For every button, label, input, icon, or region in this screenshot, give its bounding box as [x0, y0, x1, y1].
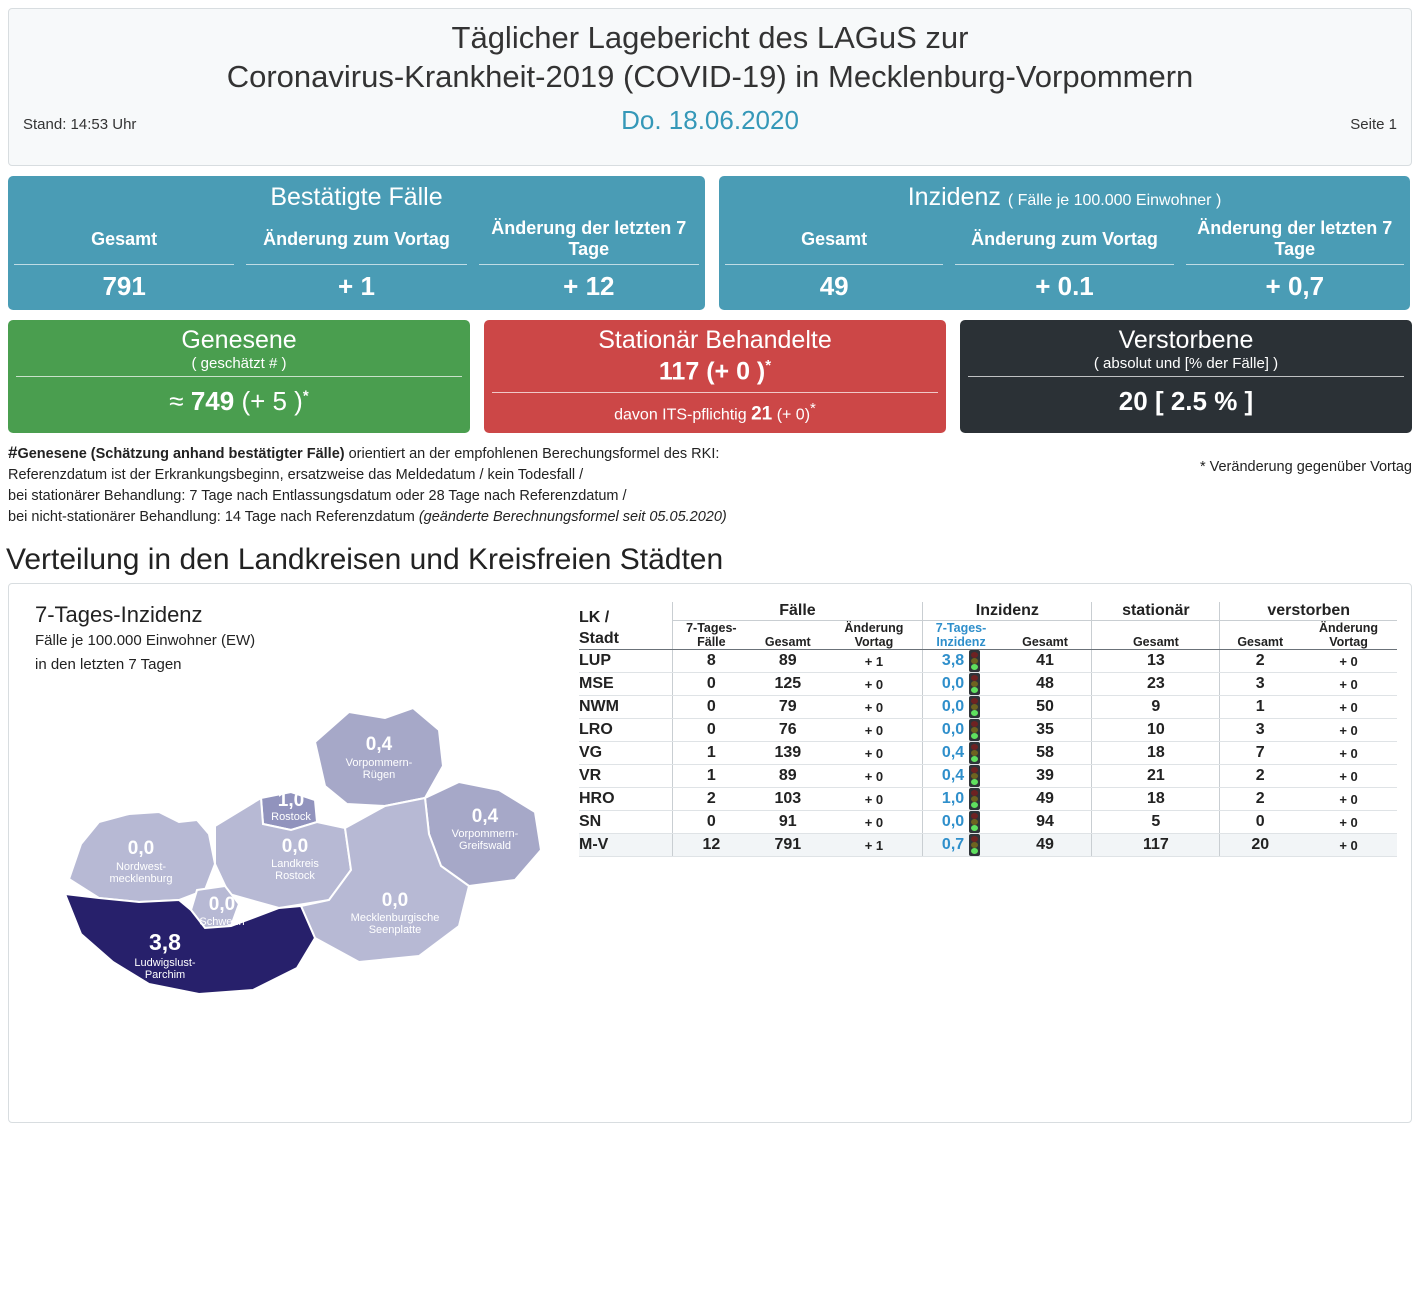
cell-hospital-total: 5	[1092, 811, 1220, 834]
svg-text:Vorpommern-: Vorpommern-	[451, 827, 519, 840]
cell-hospital-total: 18	[1092, 742, 1220, 765]
cell-cases-change: + 0	[825, 765, 922, 788]
kpi-icu-label: davon ITS-pflichtig	[614, 406, 747, 424]
table-group-header-row	[579, 602, 1397, 621]
table-subheader-row	[579, 620, 1397, 650]
districts-table	[579, 602, 1397, 858]
kpi-confirmed-total-label: Gesamt	[91, 228, 158, 249]
table-head	[579, 602, 1397, 650]
page-number: Seite 1	[1350, 115, 1397, 133]
cell-7day-incidence	[923, 765, 999, 788]
table-row	[579, 811, 1397, 834]
map-region-ludwigslust-parchim[interactable]	[65, 894, 315, 994]
cell-7day-incidence-value: 0,7	[941, 836, 965, 854]
cell-cases-change: + 0	[825, 673, 922, 696]
kpi-recovered-title: Genesene	[181, 326, 297, 354]
cell-hospital-total: 23	[1092, 673, 1220, 696]
kpi-row-top	[8, 176, 1412, 310]
cell-deaths-total: 3	[1220, 673, 1300, 696]
kpi-icu-delta: (+ 0)	[776, 406, 811, 424]
cell-hospital-total: 18	[1092, 788, 1220, 811]
kpi-incidence-daily	[949, 216, 1179, 310]
cell-deaths-change: + 0	[1300, 673, 1397, 696]
cell-district-name: MSE	[579, 673, 672, 696]
cell-deaths-total: 1	[1220, 696, 1300, 719]
kpi-incidence-columns	[719, 216, 1410, 310]
kpi-incidence-weekly-label: Änderung der letzten 7 Tage	[1197, 218, 1393, 259]
divider	[16, 376, 462, 377]
cell-cases-total: 125	[750, 673, 825, 696]
footnote-line-4	[8, 507, 908, 528]
mv-choropleth-map	[29, 694, 559, 1024]
cell-hospital-total: 9	[1092, 696, 1220, 719]
cell-7day-incidence	[923, 719, 999, 742]
map-subtitle-2: in den letzten 7 Tagen	[35, 656, 182, 674]
kpi-recovered-approx: ≈	[169, 386, 184, 416]
map-subtitle-1: Fälle je 100.000 Einwohner (EW)	[35, 631, 256, 649]
cell-7day-cases: 2	[672, 788, 750, 811]
cell-district-name: NWM	[579, 696, 672, 719]
cell-cases-total: 91	[750, 811, 825, 834]
cell-7day-incidence	[923, 834, 999, 857]
group-header-verstorben: verstorben	[1220, 602, 1397, 621]
cell-7day-cases: 1	[672, 765, 750, 788]
cell-incidence-total: 49	[999, 788, 1092, 811]
cell-incidence-total: 94	[999, 811, 1092, 834]
svg-text:Ludwigslust-: Ludwigslust-	[134, 956, 196, 969]
kpi-recovered-delta: (+ 5 )	[241, 386, 303, 416]
cell-deaths-total: 20	[1220, 834, 1300, 857]
table-row	[579, 765, 1397, 788]
cell-deaths-total: 3	[1220, 719, 1300, 742]
cell-deaths-total: 2	[1220, 788, 1300, 811]
districts-table-area	[575, 584, 1411, 1122]
svg-text:Rostock: Rostock	[275, 869, 315, 882]
col-header-district	[579, 602, 672, 650]
cell-incidence-total: 35	[999, 719, 1092, 742]
footnote-line-4-plain: bei nicht-stationärer Behandlung: 14 Tage nach Referenzdatum	[8, 509, 419, 526]
cell-cases-change: + 0	[825, 742, 922, 765]
kpi-confirmed-total	[8, 216, 240, 310]
cell-7day-incidence-value: 0,4	[941, 767, 965, 785]
col-header-district-line2: Stadt	[579, 629, 619, 647]
cell-cases-total: 791	[750, 834, 825, 857]
cell-7day-incidence	[923, 673, 999, 696]
cell-hospital-total: 117	[1092, 834, 1220, 857]
cell-7day-cases: 0	[672, 719, 750, 742]
cell-cases-total: 139	[750, 742, 825, 765]
kpi-icu-value: 21	[751, 403, 773, 425]
kpi-confirmed-title: Bestätigte Fälle	[270, 183, 443, 211]
report-header	[8, 8, 1412, 166]
kpi-recovered-number: 749	[190, 386, 235, 416]
group-header-inzidenz: Inzidenz	[923, 602, 1092, 621]
cell-district-name: SN	[579, 811, 672, 834]
svg-text:mecklenburg: mecklenburg	[109, 872, 173, 885]
group-header-stationaer: stationär	[1092, 602, 1220, 621]
col-header-7day-cases: 7-Tages-Fälle	[672, 620, 750, 650]
col-header-deaths-change: Änderung Vortag	[1300, 620, 1397, 650]
kpi-recovered	[8, 320, 470, 433]
traffic-light-icon	[969, 673, 980, 695]
table-row	[579, 673, 1397, 696]
cell-deaths-change: + 0	[1300, 811, 1397, 834]
kpi-incidence-daily-label: Änderung zum Vortag	[971, 228, 1158, 249]
kpi-deaths-value	[960, 379, 1412, 426]
kpi-hospitalized-delta: (+ 0 )	[706, 357, 766, 386]
cell-district-name: LUP	[579, 650, 672, 673]
kpi-incidence	[719, 176, 1410, 310]
cell-cases-change: + 1	[825, 834, 922, 857]
cell-7day-incidence	[923, 696, 999, 719]
kpi-confirmed-daily-label: Änderung zum Vortag	[263, 228, 450, 249]
kpi-confirmed-cases	[8, 176, 705, 310]
footnote-line-1-bold: Genesene (Schätzung anhand bestätigter Fälle)	[17, 445, 345, 462]
kpi-confirmed-total-value: 791	[102, 271, 146, 301]
svg-text:3,8: 3,8	[149, 928, 181, 955]
traffic-light-icon	[969, 650, 980, 672]
group-header-faelle: Fälle	[672, 602, 923, 621]
kpi-deaths-number: 20	[1118, 386, 1148, 416]
svg-text:Nordwest-: Nordwest-	[115, 860, 167, 873]
cell-deaths-change: + 0	[1300, 788, 1397, 811]
traffic-light-icon	[969, 811, 980, 833]
col-header-incidence-total: Gesamt	[999, 620, 1092, 650]
svg-text:0,4: 0,4	[471, 805, 499, 827]
cell-deaths-change: + 0	[1300, 834, 1397, 857]
kpi-deaths-sub: ( absolut und [% der Fälle] )	[1093, 355, 1279, 372]
footnote-line-1-rest: orientiert an der empfohlenen Berechungsformel des RKI:	[344, 445, 720, 462]
cell-district-name: VG	[579, 742, 672, 765]
divider	[492, 392, 938, 393]
table-row	[579, 650, 1397, 673]
col-header-deaths-total: Gesamt	[1220, 620, 1300, 650]
cell-7day-incidence-value: 1,0	[941, 790, 965, 808]
kpi-confirmed-weekly-value: + 12	[563, 271, 615, 301]
cell-7day-incidence-value: 0,0	[941, 813, 965, 831]
map-area	[9, 584, 575, 1122]
cell-cases-total: 76	[750, 719, 825, 742]
report-date: Do. 18.06.2020	[621, 104, 799, 135]
kpi-incidence-title-sub: ( Fälle je 100.000 Einwohner )	[1007, 192, 1222, 209]
kpi-deaths-title: Verstorbene	[1118, 326, 1254, 354]
cell-deaths-change: + 0	[1300, 719, 1397, 742]
cell-7day-incidence-value: 0,0	[941, 721, 965, 739]
kpi-confirmed-weekly-label: Änderung der letzten 7 Tage	[491, 218, 687, 259]
col-header-hospital-total: Gesamt	[1092, 620, 1220, 650]
kpi-icu	[484, 395, 946, 432]
cell-district-name: HRO	[579, 788, 672, 811]
kpi-recovered-star: *	[302, 387, 309, 405]
cell-7day-cases: 1	[672, 742, 750, 765]
districts-panel	[8, 583, 1412, 1123]
cell-cases-change: + 1	[825, 650, 922, 673]
kpi-incidence-weekly	[1180, 216, 1410, 310]
table-row	[579, 719, 1397, 742]
cell-incidence-total: 39	[999, 765, 1092, 788]
kpi-hospitalized-title: Stationär Behandelte	[598, 326, 832, 354]
table-row	[579, 696, 1397, 719]
col-header-district-line1: LK /	[579, 608, 610, 626]
cell-district-name: VR	[579, 765, 672, 788]
cell-7day-cases: 8	[672, 650, 750, 673]
kpi-row-bottom	[8, 320, 1412, 433]
cell-7day-cases: 0	[672, 673, 750, 696]
cell-cases-change: + 0	[825, 696, 922, 719]
svg-text:Rügen: Rügen	[362, 768, 396, 781]
cell-7day-incidence-value: 3,8	[941, 652, 965, 670]
cell-7day-cases: 12	[672, 834, 750, 857]
report-page	[0, 8, 1420, 1310]
cell-district-name: M-V	[579, 834, 672, 857]
footnote-line-2: Referenzdatum ist der Erkrankungsbeginn, ersatzweise das Meldedatum / kein Todesfall /	[8, 467, 584, 484]
cell-incidence-total: 48	[999, 673, 1092, 696]
cell-cases-change: + 0	[825, 811, 922, 834]
kpi-incidence-total	[719, 216, 949, 310]
kpi-incidence-title	[719, 176, 1410, 212]
cell-cases-total: 79	[750, 696, 825, 719]
kpi-confirmed-daily	[240, 216, 472, 310]
svg-text:0,4: 0,4	[365, 733, 393, 755]
kpi-incidence-total-value: 49	[819, 271, 849, 301]
kpi-hospitalized-star: *	[765, 357, 772, 374]
svg-text:0,0: 0,0	[381, 889, 409, 911]
cell-incidence-total: 49	[999, 834, 1092, 857]
kpi-confirmed-columns	[8, 216, 705, 310]
cell-hospital-total: 21	[1092, 765, 1220, 788]
footnote-recovered	[8, 441, 908, 529]
cell-cases-change: + 0	[825, 719, 922, 742]
svg-text:Rostock: Rostock	[271, 810, 311, 823]
footnote-star-text: Veränderung gegenüber Vortag	[1209, 458, 1412, 475]
cell-deaths-total: 0	[1220, 811, 1300, 834]
svg-text:Vorpommern-: Vorpommern-	[345, 756, 413, 769]
footnote-marker: #	[8, 442, 18, 462]
traffic-light-icon	[969, 742, 980, 764]
svg-text:0,0: 0,0	[208, 893, 236, 915]
cell-7day-incidence-value: 0,0	[941, 698, 965, 716]
cell-incidence-total: 41	[999, 650, 1092, 673]
cell-7day-incidence-value: 0,0	[941, 675, 965, 693]
title-line-2: Coronavirus-Krankheit-2019 (COVID-19) in Mecklenburg-Vorpommern	[226, 58, 1194, 94]
cell-7day-cases: 0	[672, 811, 750, 834]
cell-hospital-total: 10	[1092, 719, 1220, 742]
table-row	[579, 788, 1397, 811]
footnote-line-4-italic: (geänderte Berechnungsformel seit 05.05.2020)	[418, 509, 727, 526]
traffic-light-icon	[969, 719, 980, 741]
footnote-line-3: bei stationärer Behandlung: 7 Tage nach Entlassungsdatum oder 28 Tage nach Referenzdatum /	[8, 488, 627, 505]
traffic-light-icon	[969, 696, 980, 718]
kpi-deaths-percent: [ 2.5 % ]	[1154, 386, 1254, 416]
kpi-deaths	[960, 320, 1412, 433]
table-body	[579, 650, 1397, 857]
col-header-7day-incidence: 7-Tages- Inzidenz	[923, 620, 999, 650]
svg-text:Parchim: Parchim	[144, 968, 186, 981]
svg-text:Seenplatte: Seenplatte	[368, 923, 422, 936]
traffic-light-icon	[969, 788, 980, 810]
cell-7day-incidence	[923, 788, 999, 811]
cell-7day-incidence	[923, 650, 999, 673]
cell-cases-total: 103	[750, 788, 825, 811]
table-row	[579, 742, 1397, 765]
svg-text:0,0: 0,0	[281, 835, 309, 857]
kpi-recovered-value	[8, 379, 470, 426]
page-title	[23, 19, 1397, 97]
cell-hospital-total: 13	[1092, 650, 1220, 673]
cell-incidence-total: 50	[999, 696, 1092, 719]
cell-deaths-total: 2	[1220, 765, 1300, 788]
cell-7day-cases: 0	[672, 696, 750, 719]
kpi-incidence-weekly-value: + 0,7	[1265, 271, 1325, 301]
table-row	[579, 834, 1397, 857]
header-meta	[23, 105, 1397, 136]
cell-7day-incidence	[923, 742, 999, 765]
col-header-cases-total: Gesamt	[750, 620, 825, 650]
kpi-incidence-title-main: Inzidenz	[907, 183, 1001, 211]
cell-cases-total: 89	[750, 650, 825, 673]
kpi-incidence-total-label: Gesamt	[801, 228, 868, 249]
kpi-section	[8, 176, 1412, 433]
kpi-recovered-sub: ( geschätzt # )	[191, 355, 287, 372]
cell-7day-incidence-value: 0,4	[941, 744, 965, 762]
footnotes	[8, 441, 1412, 533]
footnote-line-1	[8, 441, 908, 466]
cell-district-name: LRO	[579, 719, 672, 742]
kpi-hospitalized-value	[484, 355, 946, 390]
svg-text:0,0: 0,0	[127, 837, 155, 859]
kpi-icu-star: *	[810, 400, 816, 418]
kpi-incidence-daily-value: + 0.1	[1035, 271, 1094, 301]
col-header-cases-change: Änderung Vortag	[825, 620, 922, 650]
kpi-confirmed-weekly	[473, 216, 705, 310]
traffic-light-icon	[969, 834, 980, 856]
title-line-1: Täglicher Lagebericht des LAGuS zur	[451, 20, 969, 55]
svg-text:Schwerin: Schwerin	[199, 915, 245, 928]
cell-deaths-change: + 0	[1300, 650, 1397, 673]
footnote-star-marker: *	[1199, 458, 1206, 475]
cell-cases-total: 89	[750, 765, 825, 788]
kpi-hospitalized-number: 117	[658, 357, 700, 386]
svg-text:Mecklenburgische: Mecklenburgische	[350, 911, 440, 924]
cell-deaths-change: + 0	[1300, 742, 1397, 765]
cell-cases-change: + 0	[825, 788, 922, 811]
map-title: 7-Tages-Inzidenz	[35, 601, 203, 627]
svg-text:Greifswald: Greifswald	[459, 839, 511, 852]
cell-deaths-total: 2	[1220, 650, 1300, 673]
kpi-confirmed-daily-value: + 1	[338, 271, 375, 301]
stand-time: Stand: 14:53 Uhr	[23, 115, 137, 133]
footnote-change	[1200, 459, 1412, 475]
divider	[968, 376, 1404, 377]
cell-deaths-change: + 0	[1300, 696, 1397, 719]
svg-text:1,0: 1,0	[277, 789, 305, 811]
section-title: Verteilung in den Landkreisen und Kreisfreien Städten	[6, 542, 724, 576]
svg-text:Landkreis: Landkreis	[271, 857, 319, 870]
cell-7day-incidence	[923, 811, 999, 834]
cell-incidence-total: 58	[999, 742, 1092, 765]
traffic-light-icon	[969, 765, 980, 787]
kpi-hospitalized	[484, 320, 946, 433]
cell-deaths-change: + 0	[1300, 765, 1397, 788]
cell-deaths-total: 7	[1220, 742, 1300, 765]
